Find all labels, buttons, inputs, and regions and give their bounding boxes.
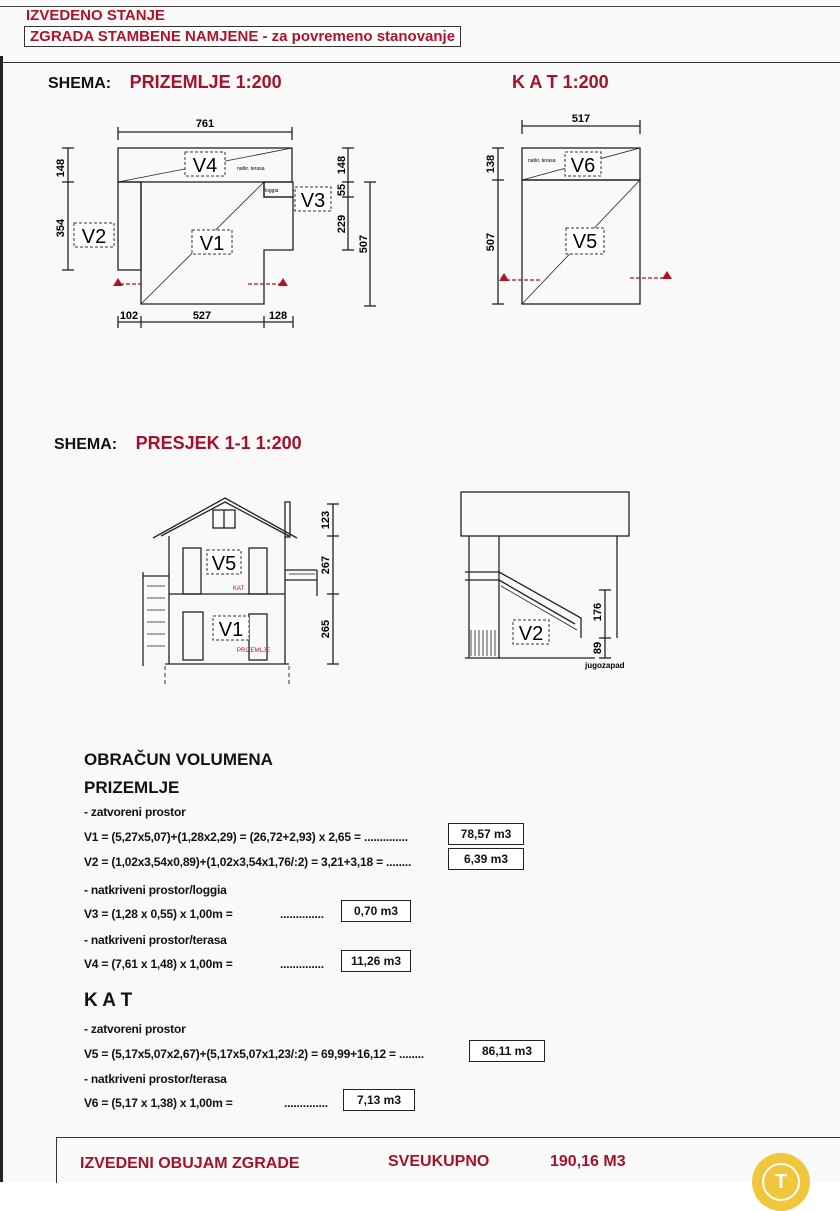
upper-floor-plan <box>470 110 690 310</box>
elevation-dim-a: 176 <box>592 602 604 622</box>
v1-formula: V1 = (5,27x5,07)+(1,28x2,29) = (26,72+2,93) x 2,65 = .............. <box>84 830 408 844</box>
v1-label: V1 <box>199 233 225 255</box>
v2-value: 6,39 m3 <box>448 848 524 870</box>
closed-space-label: - zatvoreni prostor <box>84 805 186 819</box>
dim-left-bottom: 354 <box>55 218 67 238</box>
section-dim-b: 267 <box>320 555 332 575</box>
top-rule <box>0 0 840 7</box>
section-v5-label: V5 <box>211 553 237 575</box>
section-scheme-label: SHEMA: <box>54 436 118 453</box>
closed-space-label-2: - zatvoreni prostor <box>84 1022 186 1036</box>
upper-dim-left-top: 138 <box>485 154 497 174</box>
v6-formula: V6 = (5,17 x 1,38) x 1,00m = <box>84 1096 233 1110</box>
v4-value: 11,26 m3 <box>341 950 411 972</box>
status-title: IZVEDENO STANJE <box>26 7 165 24</box>
terrace-label: - natkriveni prostor/terasa <box>84 933 227 947</box>
v1-value: 78,57 m3 <box>448 823 524 845</box>
building-type-title: ZGRADA STAMBENE NAMJENE - za povremeno stanovanje <box>24 26 461 47</box>
loggia-label: - natkriveni prostor/loggia <box>84 883 227 897</box>
v5-formula: V5 = (5,17x5,07x2,67)+(5,17x5,07x1,23/:2) = 69,99+16,12 = ........ <box>84 1047 425 1061</box>
cross-section-drawing <box>135 490 355 690</box>
v4-label: V4 <box>192 155 218 177</box>
scheme-label: SHEMA: <box>48 75 112 92</box>
v2-label: V2 <box>81 226 107 248</box>
elevation-drawing <box>455 490 655 680</box>
v6-value: 7,13 m3 <box>343 1089 415 1111</box>
loggia-note: loggia <box>265 188 279 194</box>
dim-bottom-c: 128 <box>268 310 288 322</box>
total-sum-label: SVEUKUPNO <box>388 1153 490 1170</box>
upper-plan-title-wrap <box>512 72 609 93</box>
upper-heading: K A T <box>84 990 133 1011</box>
v3-dots: .............. <box>280 907 324 921</box>
elevation-dim-b: 89 <box>592 641 604 655</box>
section-dim-a: 123 <box>320 510 332 530</box>
dim-right-c: 229 <box>336 214 348 234</box>
calc-title: OBRAČUN VOLUMENA <box>84 750 273 769</box>
v5-value: 86,11 m3 <box>469 1040 545 1062</box>
upper-terrace-note: natkr. terasa <box>528 158 556 164</box>
upper-dim-left-bottom: 507 <box>485 232 497 252</box>
elevation-v2-label: V2 <box>518 623 544 645</box>
terrace-label-2: - natkriveni prostor/terasa <box>84 1072 227 1086</box>
dim-bottom-b: 527 <box>192 310 212 322</box>
total-sum-value: 190,16 M3 <box>550 1153 626 1170</box>
v4-formula: V4 = (7,61 x 1,48) x 1,00m = <box>84 957 233 971</box>
v3-label: V3 <box>300 190 326 212</box>
terrace-note: natkr. terasa <box>237 166 265 172</box>
dim-right-total: 507 <box>358 234 370 254</box>
total-label: IZVEDENI OBUJAM ZGRADE <box>80 1155 300 1172</box>
section-scheme-title <box>54 433 302 454</box>
dim-right-b: 55 <box>336 183 348 197</box>
v3-formula: V3 = (1,28 x 0,55) x 1,00m = <box>84 907 233 921</box>
v4-dots: .............. <box>280 957 324 971</box>
dim-bottom-a: 102 <box>119 310 139 322</box>
ground-floor-plan <box>40 110 400 340</box>
dim-left-top: 148 <box>55 158 67 178</box>
floor-upper-label: KAT <box>233 586 245 592</box>
dim-top: 761 <box>195 118 215 130</box>
section-v1-label: V1 <box>218 619 244 641</box>
v6-dots: .............. <box>284 1096 328 1110</box>
v3-value: 0,70 m3 <box>341 900 411 922</box>
dim-right-a: 148 <box>336 155 348 175</box>
floor-ground-label: PRIZEMLJE <box>237 648 271 654</box>
ground-plan-title: PRIZEMLJE 1:200 <box>129 72 282 92</box>
v5-label: V5 <box>572 231 598 253</box>
elevation-caption: jugozapad <box>585 661 625 670</box>
plan-scheme-title <box>48 72 282 93</box>
watermark-logo-icon: T <box>752 1153 810 1211</box>
v2-formula: V2 = (1,02x3,54x0,89)+(1,02x3,54x1,76/:2) = 3,21+3,18 = ........ <box>84 855 412 869</box>
v6-label: V6 <box>570 155 596 177</box>
upper-plan-title: K A T 1:200 <box>512 72 609 92</box>
section-dim-c: 265 <box>320 619 332 639</box>
upper-dim-top: 517 <box>571 113 591 125</box>
ground-heading: PRIZEMLJE <box>84 778 180 797</box>
section-title: PRESJEK 1-1 1:200 <box>135 433 302 453</box>
